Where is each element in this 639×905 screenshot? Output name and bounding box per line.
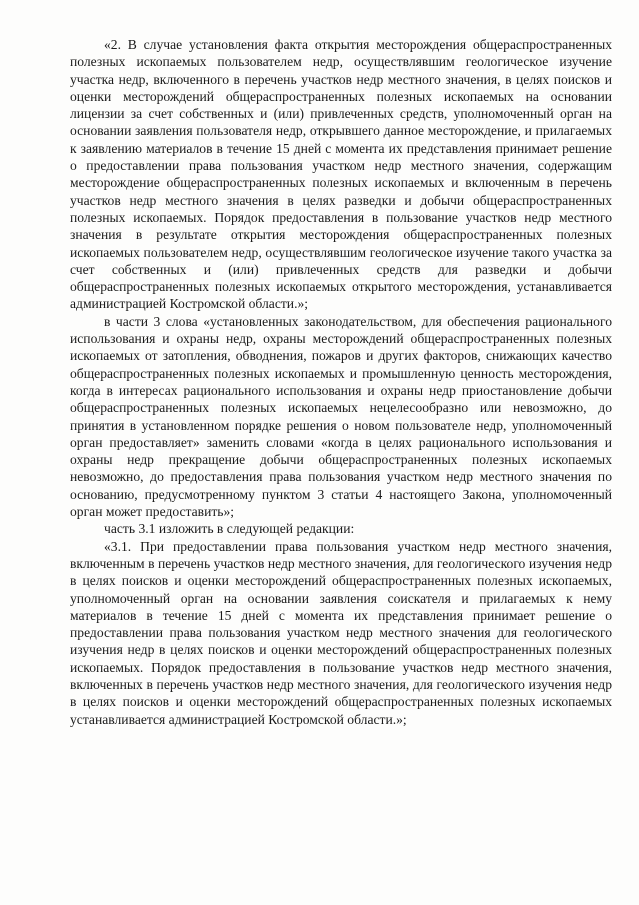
- paragraph-part-3-1-text: «3.1. При предоставлении права пользования участком недр местного значения, включенным в перечень участков недр местного значения, для геологического изучения недр в целях поисков и оценки месторождений общераспространенных полезных ископаемых, уполномоченный орган на основании заявления соискателя и прилагаемых к нему материалов в течение 15 дней с момента их представления принимает решение о предоставлении права пользования участком недр местного значения для геологического изучения недр в целях поисков и оценки месторождений общераспространенных полезных ископаемых. Порядок предоставления в пользование участков недр местного значения, включенных в перечень участков недр местного значения, для геологического изучения недр в целях поисков и оценки месторождений общераспространенных полезных ископаемых устанавливается администрацией Костромской области.»;: [70, 538, 612, 727]
- paragraph-part-3-1-intro: часть 3.1 изложить в следующей редакции:: [104, 521, 355, 537]
- paragraph-part-3-amendment: в части 3 слова «установленных законодательством, для обеспечения рационального использования и охраны недр, охраны месторождений общераспространенных полезных ископаемых от затопления, обводнения, пожаров и других факторов, снижающих качество общераспространенных полезных ископаемых и промышленную ценность месторождения, когда в интересах рационального использования и охраны недр приостановление добычи общераспространенных полезных ископаемых нецелесообразно или невозможно, до принятия в установленном порядке решения о новом пользователе недр, уполномоченный орган предоставляет» заменить словами «когда в целях рационального использования и охраны недр прекращение добычи общераспространенных полезных ископаемых невозможно, до предоставления права пользования участком недр местного значения по основанию, предусмотренному пунктом 3 статьи 4 настоящего Закона, уполномоченный орган может предоставить»;: [70, 313, 612, 520]
- paragraph-clause-2: «2. В случае установления факта открытия месторождения общераспространенных полезных ископаемых пользователем недр, осуществлявшим геологическое изучение участка недр, включенного в перечень участков недр местного значения, в целях поисков и оценки месторождений общераспространенных полезных ископаемых на основании лицензии за счет собственных и (или) привлеченных средств, уполномоченный орган на основании заявления пользователя недр, открывшего данное месторождение, и прилагаемых к заявлению материалов в течение 15 дней с момента их представления принимает решение о предоставлении права пользования участком недр местного значения, содержащим месторождение общераспространенных полезных ископаемых и включенным в перечень участков недр местного значения в целях разведки и добычи общераспространенных полезных ископаемых. Порядок предоставления в пользование участков недр местного значения в результате открытия месторождения общераспространенных полезных ископаемых пользователем недр, осуществлявшим геологическое изучение такого участка за счет собственных и (или) привлеченных средств для разведки и добычи общераспространенных полезных ископаемых открытого месторождения, устанавливается администрацией Костромской области.»;: [70, 37, 612, 312]
- document-body: [70, 36, 612, 728]
